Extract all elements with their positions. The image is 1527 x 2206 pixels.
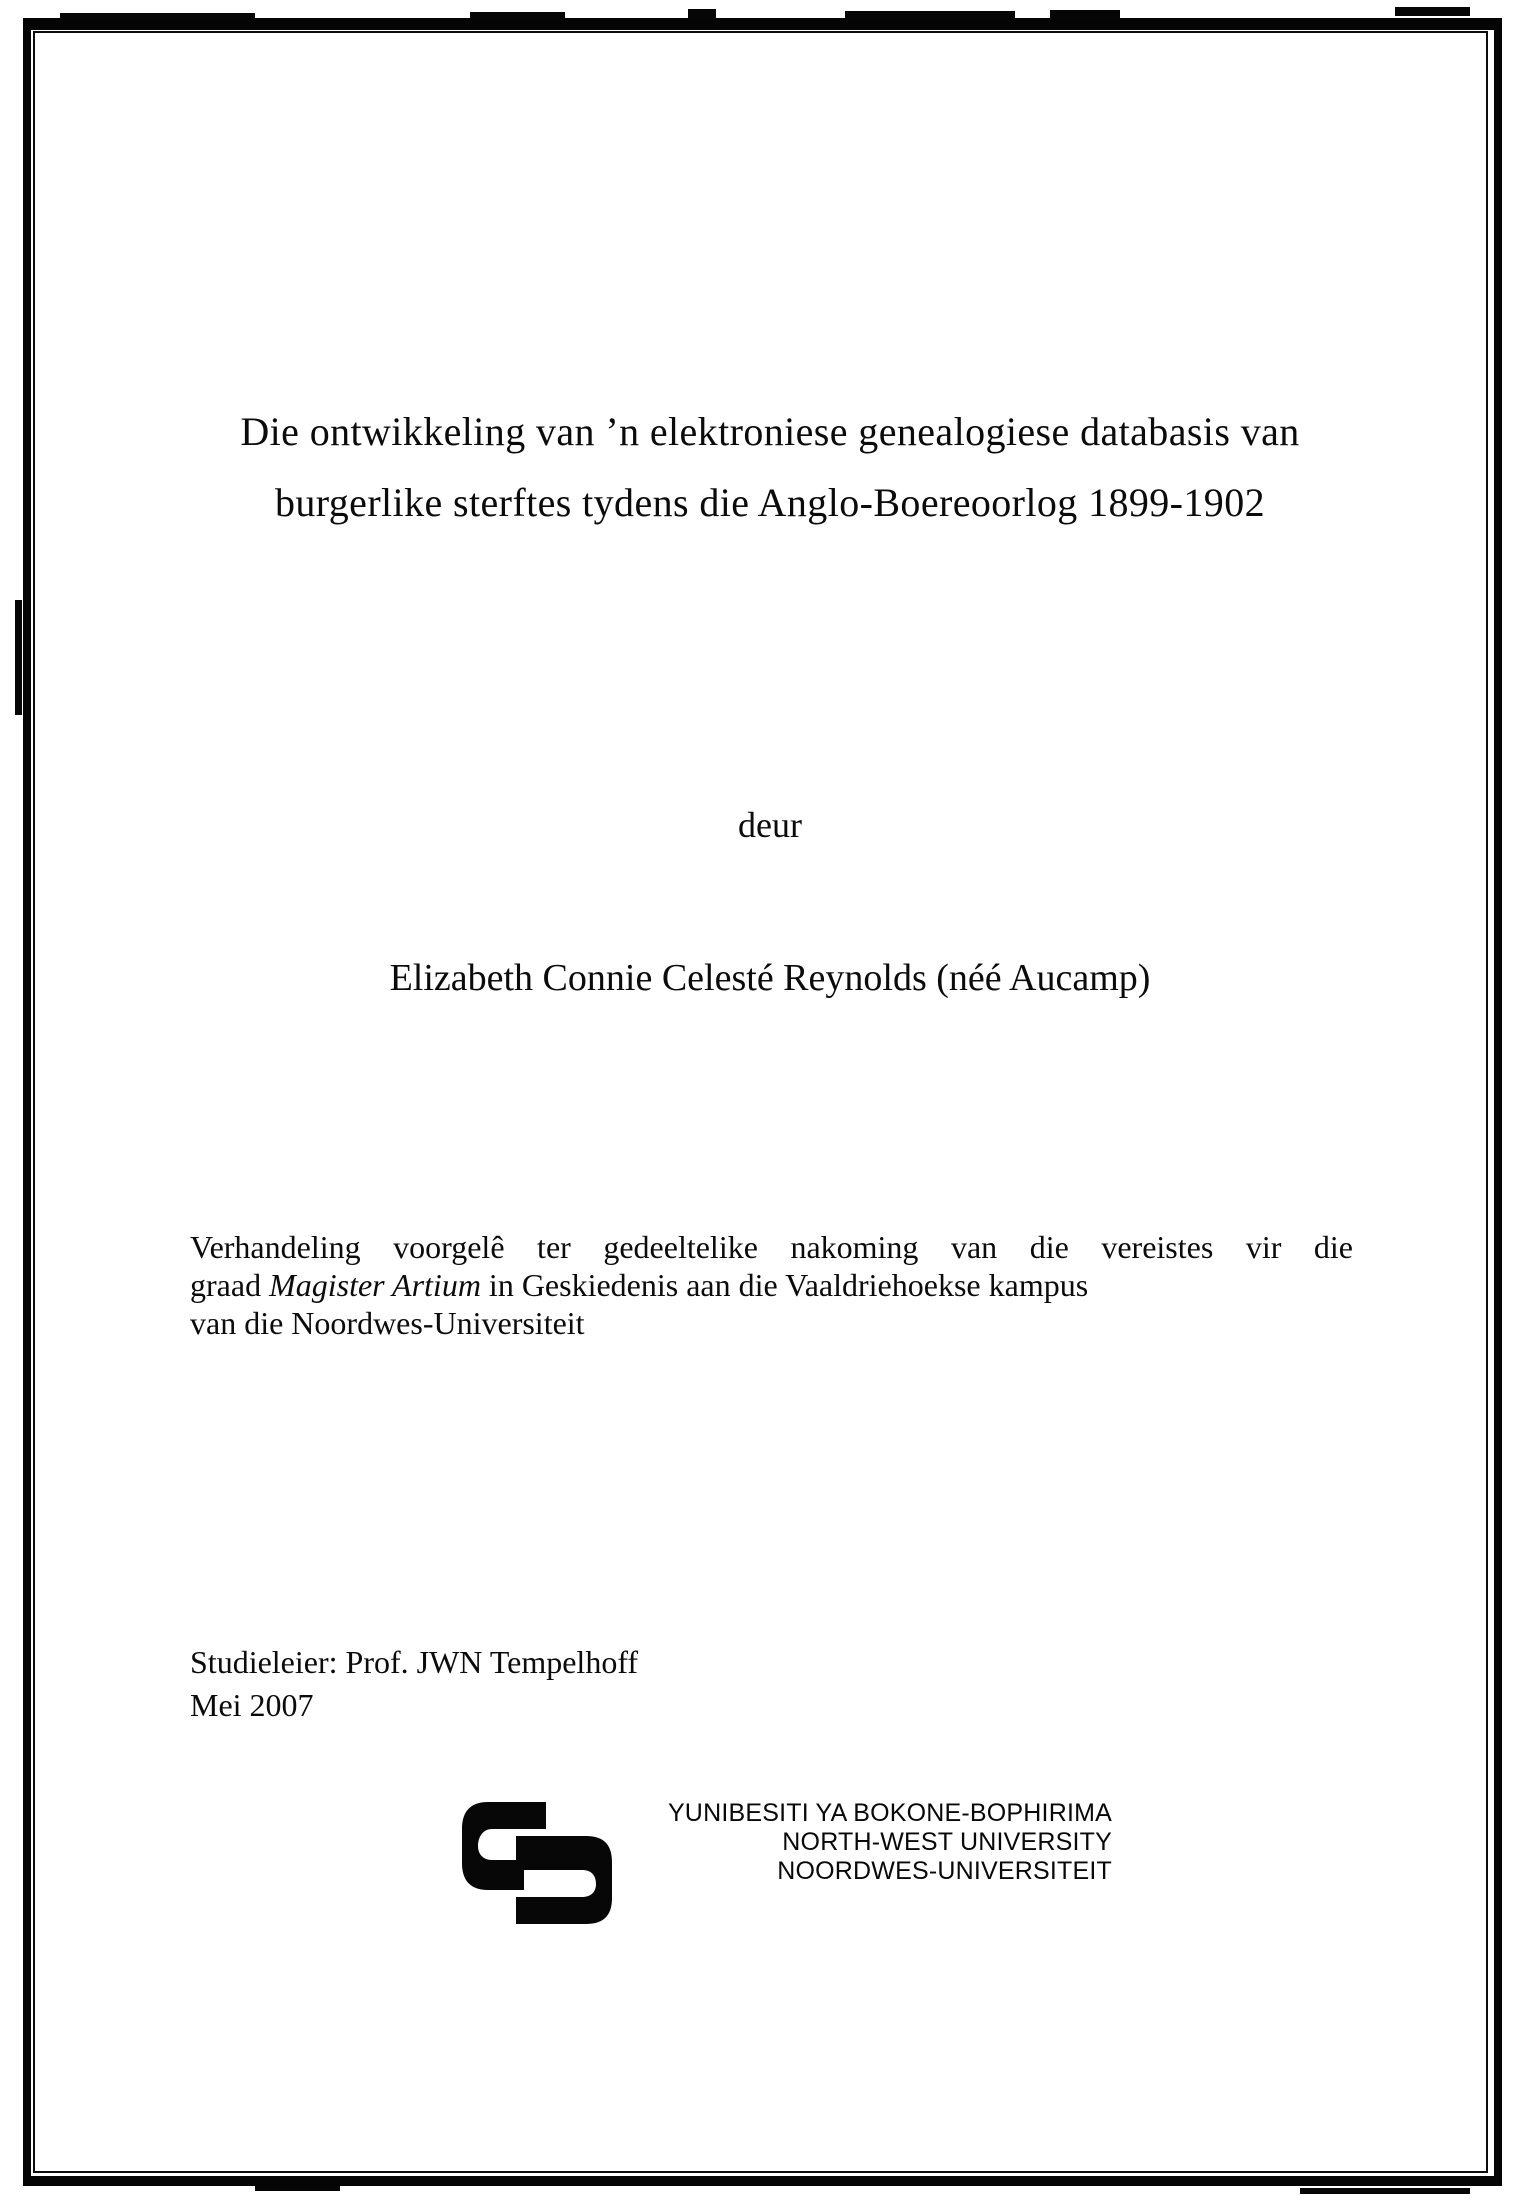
nwu-logo-svg [462, 1802, 612, 1927]
degree-statement-line3: van die Noordwes-Universiteit [190, 1305, 585, 1341]
degree-statement-line2-prefix: graad [190, 1267, 270, 1303]
scan-artifact [15, 600, 22, 715]
degree-statement [190, 1228, 1353, 1342]
thesis-title-line1: Die ontwikkeling van ’n elektroniese genealogiese databasis van [240, 409, 1300, 454]
supervisor-block [190, 1641, 638, 1727]
nwu-logo-line2: NORTH-WEST UNIVERSITY [782, 1828, 1112, 1856]
scan-artifact [1050, 10, 1120, 18]
degree-statement-line2-suffix: in Geskiedenis aan die Vaaldriehoekse kampus [480, 1267, 1089, 1303]
nwu-logo-text [620, 1799, 1112, 1886]
nwu-logo-line3: NOORDWES-UNIVERSITEIT [777, 1857, 1112, 1885]
degree-statement-line1: Verhandeling voorgelê ter gedeeltelike nakoming van die vereistes vir die [190, 1229, 1353, 1265]
thesis-title-line2: burgerlike sterftes tydens die Anglo-Boereoorlog 1899-1902 [274, 480, 1266, 525]
scan-artifact [688, 9, 716, 18]
degree-name: Magister Artium [269, 1267, 481, 1303]
degree-statement-line2 [190, 1266, 1353, 1304]
thesis-title [150, 396, 1390, 538]
supervisor-line: Studieleier: Prof. JWN Tempelhoff [190, 1644, 639, 1680]
author-name: Elizabeth Connie Celesté Reynolds (néé Aucamp) [389, 957, 1151, 999]
byline-deur: deur [738, 805, 802, 845]
scan-artifact [1300, 2188, 1470, 2194]
nwu-logo-icon [462, 1802, 612, 1927]
scan-artifact [255, 2186, 340, 2191]
date-line: Mei 2007 [190, 1687, 314, 1723]
scan-artifact [1395, 7, 1470, 16]
nwu-logo-line1: YUNIBESITI YA BOKONE-BOPHIRIMA [667, 1799, 1112, 1827]
